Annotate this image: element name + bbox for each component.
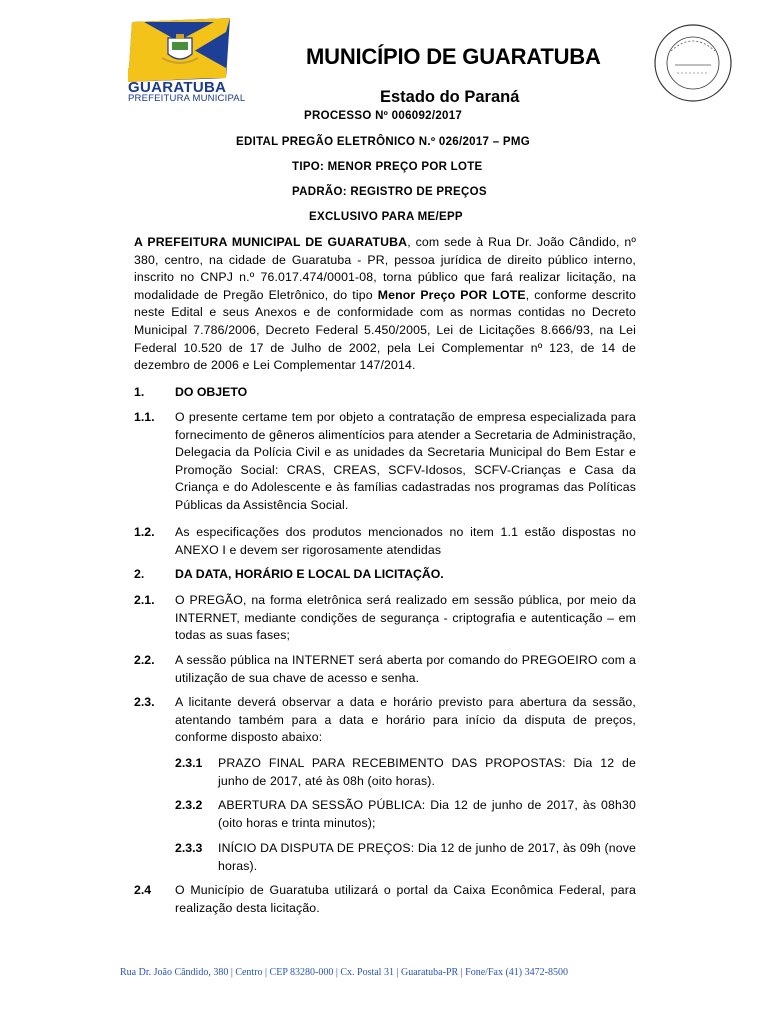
exclusive-note: EXCLUSIVO PARA ME/EPP — [309, 211, 463, 223]
bid-type: TIPO: MENOR PREÇO POR LOTE — [292, 161, 483, 173]
page-footer: Rua Dr. João Cândido, 380 | Centro | CEP 83280-000 | Cx. Postal 31 | Guaratuba-PR | Fone/Fax (41) 3472-8500 — [120, 967, 568, 978]
subitem-number: 2.3.1 — [175, 756, 203, 770]
subitem-number: 2.3.3 — [175, 841, 203, 855]
subitem-text: INÍCIO DA DISPUTA DE PREÇOS: Dia 12 de junho de 2017, às 09h (nove horas). — [218, 841, 636, 873]
item-text: O PREGÃO, na forma eletrônica será realizado em sessão pública, por meio da INTERNET, mediante condições de segurança - criptografia e autenticação – em todas as suas fases; — [175, 593, 636, 643]
logo-name: GUARATUBA — [128, 79, 227, 96]
logo-subtitle: PREFEITURA MUNICIPAL — [128, 93, 246, 104]
item-text: As especificações dos produtos mencionados no item 1.1 estão dispostas no ANEXO I e devem ser rigorosamente atendidas — [175, 525, 636, 557]
item-text: O presente certame tem por objeto a contratação de empresa especializada para fornecimento de gêneros alimentícios para atender a Secretaria de Administração, Delegacia da Polícia Civil e as unidades da Secretaria Municipal do Bem Estar e Promoção Social: CRAS, CREAS, SCFV-Idosos, SCFV-Crianças e Casa da Criança e do Adolescente e às famílias cadastradas nos programas das Políticas Públicas da Assistência Social. — [175, 410, 636, 512]
section-number: 2. — [134, 567, 145, 581]
subitem-text: ABERTURA DA SESSÃO PÚBLICA: Dia 12 de junho de 2017, às 08h30 (oito horas e trinta minutos); — [218, 798, 636, 830]
process-number: PROCESSO Nº 006092/2017 — [304, 110, 463, 122]
intro-bold-mid: Menor Preço POR LOTE — [377, 287, 526, 302]
item-text: A licitante deverá observar a data e horário previsto para abertura da sessão, atentando também para a data e horário para início da disputa de preços, conforme disposto abaixo: — [175, 695, 636, 745]
item-number: 2.1. — [134, 593, 155, 607]
item-number: 1.1. — [134, 410, 155, 424]
item-text: O Município de Guaratuba utilizará o portal da Caixa Econômica Federal, para realização desta licitação. — [175, 883, 636, 915]
rubric-stamp — [651, 21, 735, 105]
intro-bold-lead: A PREFEITURA MUNICIPAL DE GUARATUBA — [134, 235, 408, 249]
subitem-text: PRAZO FINAL PARA RECEBIMENTO DAS PROPOSTAS: Dia 12 de junho de 2017, até às 08h (oito horas). — [218, 756, 636, 788]
section-title: DO OBJETO — [175, 385, 248, 399]
item-number: 2.2. — [134, 653, 155, 667]
intro-paragraph — [134, 234, 636, 375]
state-subtitle: Estado do Paraná — [380, 88, 520, 106]
item-number: 2.4 — [134, 883, 152, 897]
item-number: 2.3. — [134, 695, 155, 709]
page-title: MUNICÍPIO DE GUARATUBA — [306, 44, 601, 69]
section-title: DA DATA, HORÁRIO E LOCAL DA LICITAÇÃO. — [175, 567, 444, 581]
bid-standard: PADRÃO: REGISTRO DE PREÇOS — [292, 186, 487, 198]
item-text: A sessão pública na INTERNET será aberta por comando do PREGOEIRO com a utilização de sua chave de acesso e senha. — [175, 653, 636, 685]
section-number: 1. — [134, 385, 145, 399]
edital-number: EDITAL PREGÃO ELETRÔNICO N.º 026/2017 – PMG — [236, 136, 531, 148]
subitem-number: 2.3.2 — [175, 798, 203, 812]
intro-text-2: , conforme descrito neste Edital e seus Anexos e de conformidade com as normas contidas no Decreto Municipal 7.786/2006, Decreto Federal 5.450/2005, Lei de Licitações 8.666/93, na Lei Federal 10.520 de 17 de Julho de 2002, pela Lei Complementar nº 123, de 14 de dezembro de 2006 e Lei Complementar 147/2014. — [134, 287, 636, 373]
intro-text-1: , com sede à Rua Dr. João Cândido, nº 380, centro, na cidade de Guaratuba - PR, pessoa jurídica de direito público interno, inscrito no CNPJ n.º 76.017.474/0001-08, torna público que fará realizar licitação, na modalidade de Pregão Eletrônico, do tipo — [134, 235, 636, 302]
item-number: 1.2. — [134, 525, 155, 539]
